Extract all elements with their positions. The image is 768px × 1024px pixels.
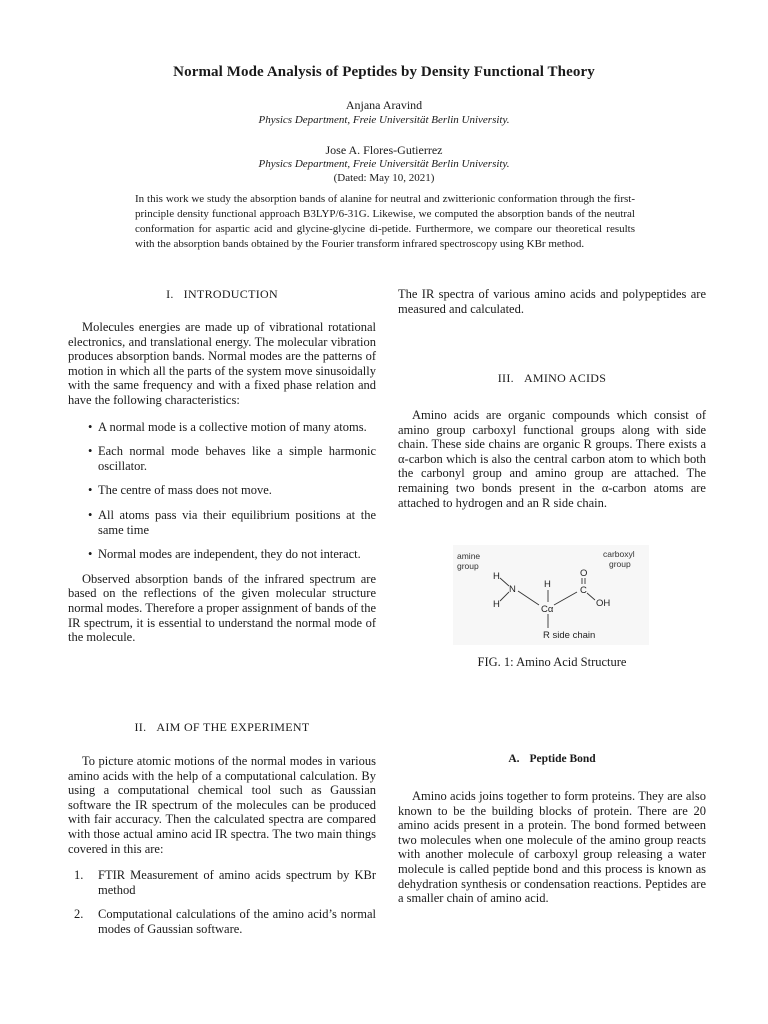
abstract: In this work we study the absorption bands of alanine for neutral and zwitterionic conformation through the first-principle density functional approach B3LYP/6-31G. Likewise, we computed the absorption bands of the neutral conformation for aspartic acid and glycine-glycine di-petide. Furthermore, we compare our theoretical results with the absorption bands obtained by the Fourier transform infrared spectroscopy using KBr method. — [135, 193, 635, 250]
peptide-body — [398, 789, 706, 906]
section-heading-aim — [68, 720, 376, 735]
section-heading-intro — [68, 287, 376, 302]
intro-paragraph-2: Observed absorption bands of the infrared spectrum are based on the reflections of the given molecular structure normal modes. Therefore a proper assignment of bands of the IR spectrum, it is essential to understand the normal mode of the molecule. — [68, 571, 377, 645]
nitrogen-atom: N — [509, 584, 516, 595]
list-item: • All atoms pass via their equilibrium positions at the same time — [88, 507, 376, 537]
section-number: II. — [134, 720, 147, 734]
hydrogen-atom: H — [544, 579, 551, 590]
alpha-carbon-atom: Cα — [541, 604, 554, 615]
characteristics-list — [68, 420, 376, 562]
carbon-atom: C — [580, 585, 587, 596]
list-item: 2. Computational calculations of the amino acid’s normal modes of Gaussian software. — [74, 907, 376, 936]
r-side-chain-label: R side chain — [543, 630, 596, 641]
amine-label: amine — [457, 551, 481, 561]
amino-paragraph-1: Amino acids are organic compounds which consist of amino group carboxyl functional groups along with side chain. These side chains are organic R groups. There exists a α-carbon which is also the central carbon atom to which both the carbonyl group and amino group are attached. The remaining two bonds present in the α-carbon atoms are attached to hydrogen and an R side chain. — [398, 408, 706, 510]
aim-list — [68, 868, 376, 936]
group-label: group — [457, 561, 479, 571]
oxygen-atom: O — [580, 568, 588, 579]
carboxyl-label: carboxyl — [603, 549, 635, 559]
list-item: • A normal mode is a collective motion of many atoms. — [88, 419, 367, 434]
section-title: AMINO ACIDS — [523, 371, 607, 385]
list-item: 1. FTIR Measurement of amino acids spectrum by KBr method — [74, 868, 376, 897]
list-item: • Each normal mode behaves like a simple harmonic oscillator. — [88, 444, 376, 473]
author-affiliation-2: Physics Department, Freie Universität Berlin University. — [258, 158, 510, 170]
peptide-paragraph-1: Amino acids joins together to form proteins. They are also known to be the building blocks of protein. There are 20 amino acids present in a protein. The bond formed between two molecules when one molecule of the amino group reacts with another molecule of carboxyl group releasing a water molecule is called peptide bond and this process is known as dehydration synthesis or condensation reactions. Peptides are a smaller chain of amino acid. — [398, 789, 706, 906]
paper-title: Normal Mode Analysis of Peptides by Density Functional Theory — [173, 64, 595, 80]
author-affiliation-1: Physics Department, Freie Universität Berlin University. — [258, 114, 510, 126]
paper-date: (Dated: May 10, 2021) — [333, 172, 435, 184]
group-label: group — [609, 559, 631, 569]
subsection-heading-peptide — [398, 753, 706, 765]
hydrogen-atom: H — [493, 571, 500, 582]
section-heading-amino — [398, 371, 706, 386]
subsection-number: A. — [508, 753, 520, 765]
hydrogen-atom: H — [493, 599, 500, 610]
section-title: AIM OF THE EXPERIMENT — [156, 720, 310, 734]
list-item: • Normal modes are independent, they do not interact. — [88, 547, 361, 562]
aim-continued-text: The IR spectra of various amino acids and polypeptides are measured and calculated. — [398, 287, 706, 316]
hydroxyl-group: OH — [596, 598, 611, 609]
bullet-icon: • — [88, 444, 93, 459]
list-item: • The centre of mass does not move. — [88, 483, 272, 498]
figure-caption: FIG. 1: Amino Acid Structure — [477, 655, 627, 669]
section-number: III. — [497, 371, 514, 385]
aim-body — [68, 754, 376, 947]
bullet-icon: • — [88, 547, 93, 562]
amino-acid-structure-figure — [453, 545, 649, 645]
amino-acid-diagram — [453, 545, 649, 645]
subsection-title: Peptide Bond — [529, 753, 596, 765]
author-name-2: Jose A. Flores-Gutierrez — [325, 143, 443, 157]
amino-body — [398, 408, 706, 510]
author-name-1: Anjana Aravind — [345, 98, 423, 112]
aim-paragraph-1: To picture atomic motions of the normal modes in various amino acids with the help of a computational calculation. By using a computational chemical tool such as Gaussian software the IR spectrum of the molecules can be produced with fair accuracy. Then the calculated spectra are compared with those actual amino acid IR spectra. The two main things covered in this are: — [68, 754, 376, 856]
bullet-icon: • — [88, 419, 93, 434]
intro-body — [68, 320, 376, 645]
bullet-icon: • — [88, 483, 93, 498]
bullet-icon: • — [88, 507, 93, 522]
section-title: INTRODUCTION — [183, 287, 278, 301]
intro-paragraph-1: Molecules energies are made up of vibrational rotational electronics, and translational energy. The molecular vibration produces absorption bands. Normal modes are the patterns of motion in which all the parts of the system move sinusoidally with the same frequency and with a fixed phase relation and have the following characteristics: — [68, 320, 376, 407]
section-number: I. — [166, 287, 174, 301]
